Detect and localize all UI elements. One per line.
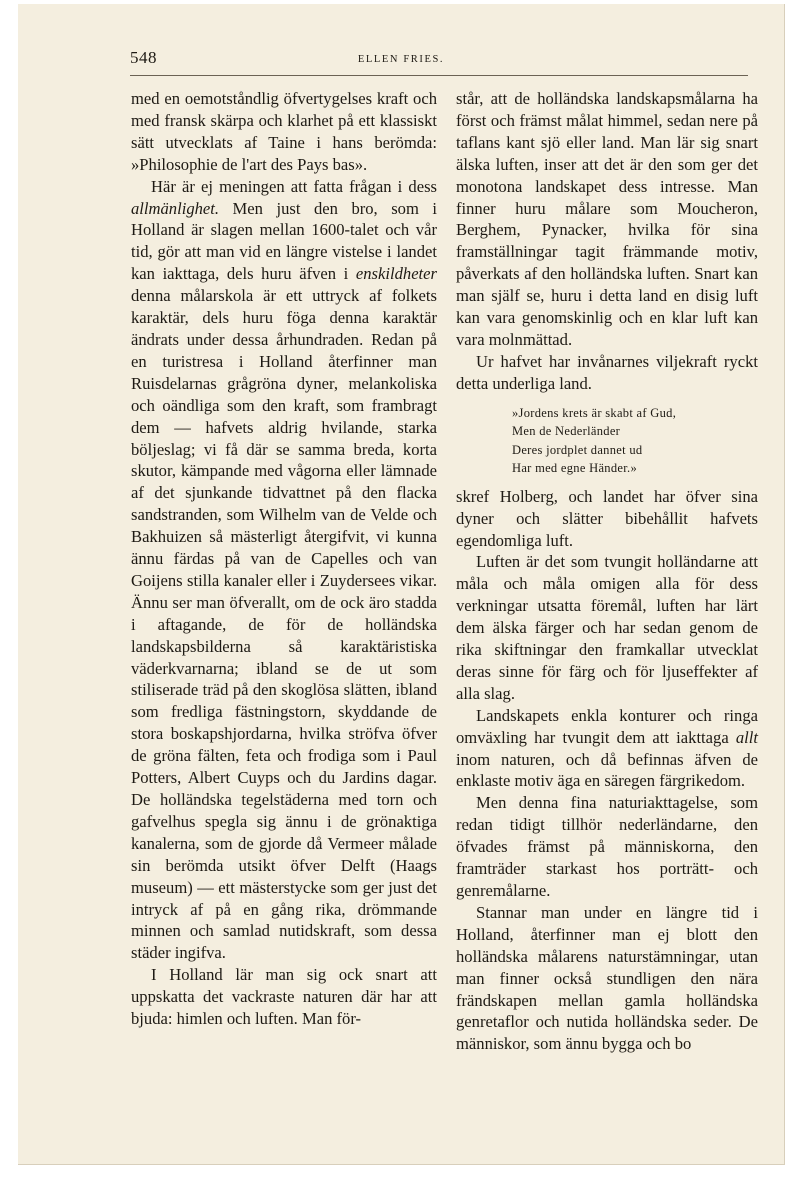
paragraph: Men denna fina naturiakttagelse, som redan tidigt tillhör nederländarne, den öfvades främst på människorna, den framträder starkast hos porträtt- och genremålarne. xyxy=(456,793,758,900)
text-run: denna målarskola är ett uttryck af folkets karaktär, dels huru föga denna karaktär ändrats under dessa århundraden. Redan på en turistresa i Holland återfinner man Ruisdelarnas grågröna dyner, melankoliska och oändliga som den kraft, som frambragt dem — hafvets aldrig hvilande, starka böljeslag; vi få där se samma breda, korta skutor, kämpande med vågorna eller lämnade af det sjunkande tidvattnet på den flacka sandstranden, som Wilhelm van de Velde och Bakhuizen så mästerligt återgifvit, vi kunna ännu färdas på van de Capelles och van Goijens stilla kanaler eller i Zuydersees vikar. Ännu ser man öfverallt, om de ock äro stadda i aftagande, de för de holländska landskapsbilderna så karaktäristiska väderkvarnarna; ibland se de ut som stiliserade träd på den skoglösa slätten, ibland som fredliga fästningstorn, skyddande de stora boskapshjordarna, hvilka ströfva öfver de gröna fälten, feta och frodiga som i Paul Potters, Albert Cuyps och du Jardins dagar. De holländska tegelstäderna med torn och gafvelhus spegla sig ännu i de grönaktiga kanalerna, som de gjorde då Vermeer målade sin berömda utsikt öfver Delft (Haags museum) — ett mästerstycke som ger just det intryck af på en gång rika, drömmande minnen och samlad nutidskraft, som dessa städer ingifva. xyxy=(131,286,437,963)
header-rule xyxy=(130,75,748,76)
text-run: inom naturen, och då befinnas äfven de enklaste motiv äga en säregen färgrikedom. xyxy=(456,749,758,791)
text-run: Landskapets enkla konturer och ringa omväxling har tvungit dem att iakttaga xyxy=(456,705,758,747)
italic-text: allmänlighet. xyxy=(131,198,220,218)
paragraph: Luften är det som tvungit holländarne att måla och måla omigen alla för dess verkningar utsatta föremål, luften har lärt dem älska färger och har sedan genom de rika skiftningar den framkallar utvecklat deras sinne för färg och för ljuseffekter af alla slag. xyxy=(456,552,758,703)
poem-line: Har med egne Händer.» xyxy=(512,461,638,476)
poem-line: Men de Nederländer xyxy=(512,424,621,439)
paragraph xyxy=(456,705,758,793)
paragraph: Ur hafvet har invånarnes viljekraft ryckt detta underliga land. xyxy=(456,351,758,393)
poem-line: »Jordens krets är skabt af Gud, xyxy=(512,405,677,420)
running-title: ELLEN FRIES. xyxy=(357,54,445,65)
paragraph: står, att de holländska landskapsmålarna ha först och främst målat himmel, sedan nere på taflans kant sjö eller land. Man lär sig snart älska luften, inser att det är den som ger det monotona landskapet dess intresse. Man finner huru målare som Moucheron, Berghem, Pynacker, hvilka för sina framställningar tagit främmande motiv, påverkats af den holländska luften. Snart kan man själf se, huru i detta land en disig luft kan vara genomskinlig och en klar luft kan vara molnmättad. xyxy=(456,89,758,349)
paragraph xyxy=(131,176,437,965)
left-column xyxy=(131,88,437,1030)
poem-quote xyxy=(512,404,758,478)
book-page xyxy=(18,4,785,1165)
text-run: Här är ej meningen att fatta frågan i dess xyxy=(151,176,437,196)
italic-text: allt xyxy=(735,727,758,747)
page-number: 548 xyxy=(130,48,157,67)
paragraph: skref Holberg, och landet har öfver sina dyner och slätter bibehållit hafvets egendomliga luft. xyxy=(456,486,758,550)
paragraph: I Holland lär man sig ock snart att uppskatta det vackraste naturen där har att bjuda: himlen och luften. Man för- xyxy=(131,965,437,1029)
right-column xyxy=(456,88,758,1055)
text-run: Men just den bro, som i Holland är slagen mellan 1600-talet och vår tid, gör att man vid en längre vistelse i landet kan iakttaga, dels huru äfven i xyxy=(131,198,437,284)
paragraph: med en oemotståndlig öfvertygelses kraft och med fransk skärpa och klarhet på ett klassiskt sätt utvecklats af Taine i hans berömda: »Philosophie de l'art des Pays bas». xyxy=(131,89,437,174)
poem-line: Deres jordplet dannet ud xyxy=(512,442,643,457)
paragraph: Stannar man under en längre tid i Holland, återfinner man ej blott den holländska målarens naturstämningar, utan man finner också stundligen den nära frändskapen mellan gamla holländska genretaflor och nutida holländska seder. De människor, som ännu bygga och bo xyxy=(456,902,758,1054)
italic-text: enskildheter xyxy=(355,264,437,284)
